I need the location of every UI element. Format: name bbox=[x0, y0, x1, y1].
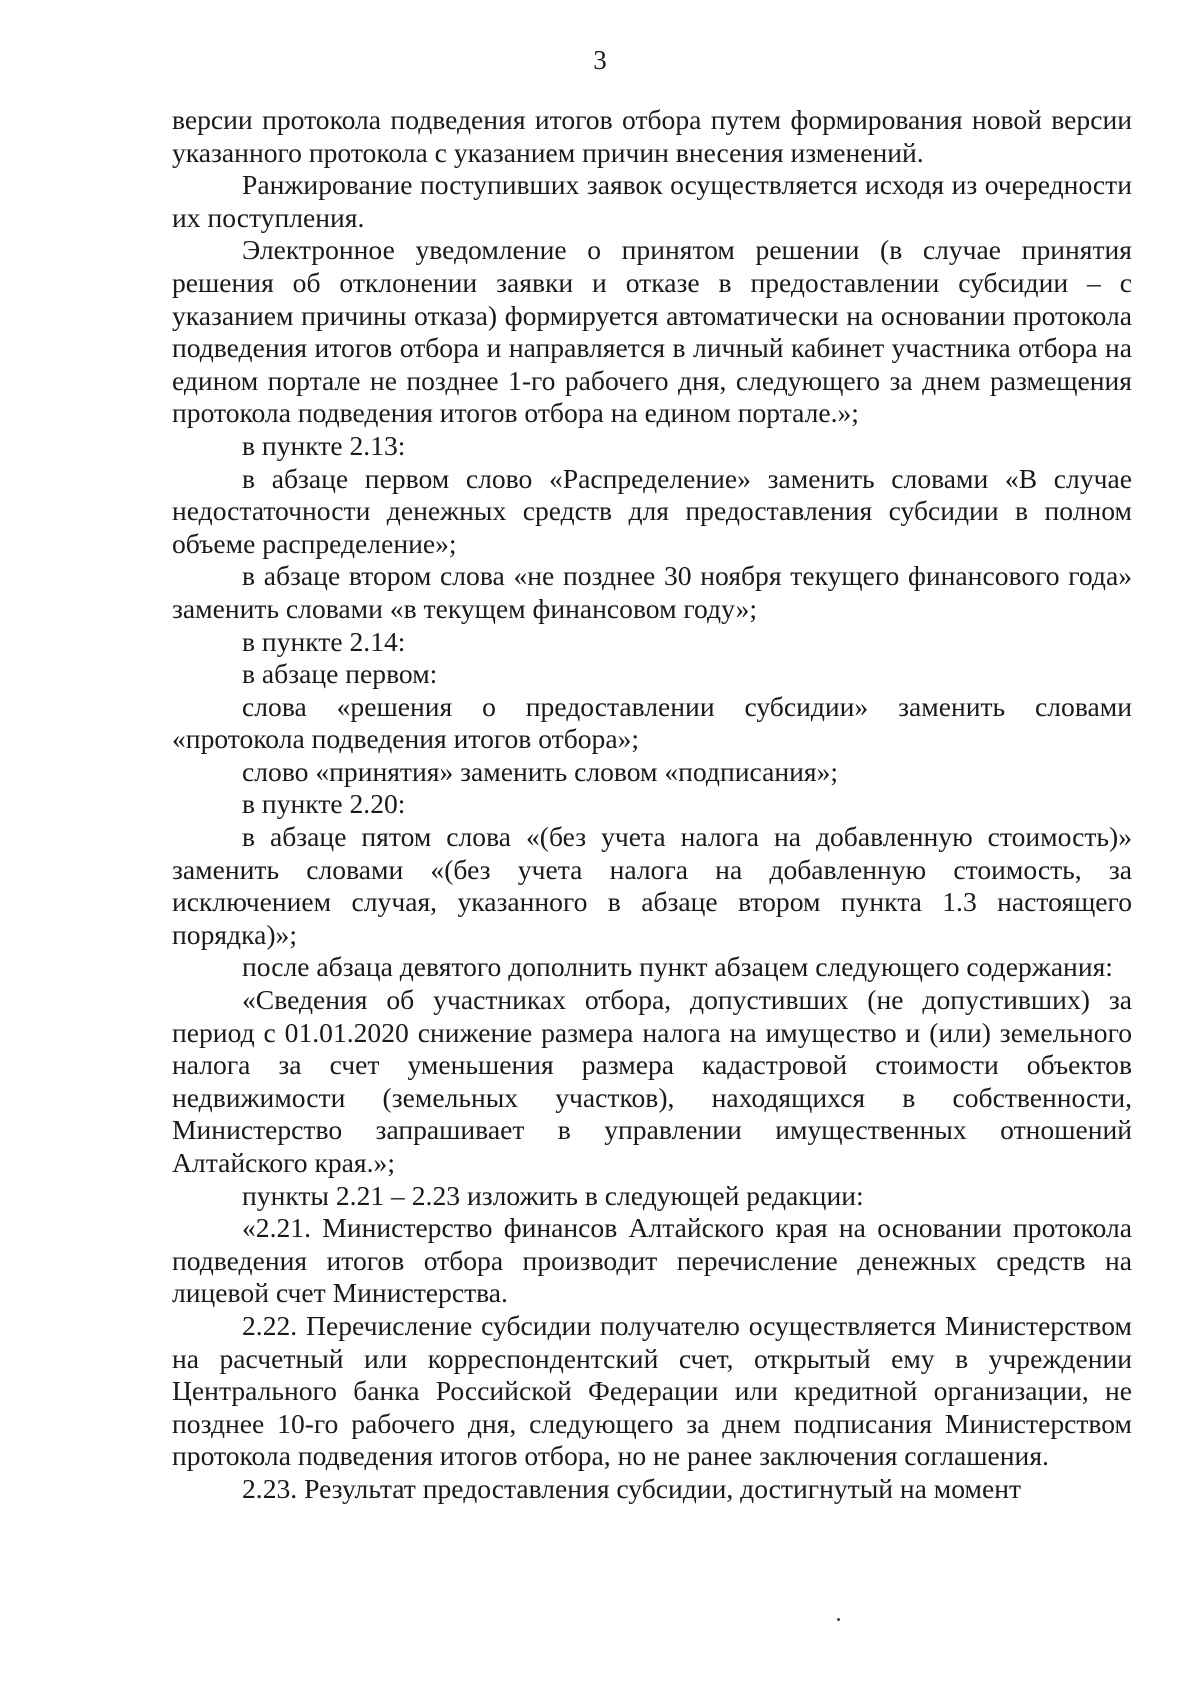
paragraph: в абзаце втором слова «не позднее 30 ноября текущего финансового года» заменить словами «в текущем финансовом году»; bbox=[172, 560, 1132, 624]
paragraph: Ранжирование поступивших заявок осуществляется исходя из очередности их поступления. bbox=[172, 169, 1132, 233]
paragraph: пункты 2.21 – 2.23 изложить в следующей редакции: bbox=[242, 1179, 864, 1211]
paragraph: «Сведения об участниках отбора, допустивших (не допустивших) за период с 01.01.2020 снижение размера налога на имущество и (или) земельного налога за счет уменьшения размера кадастровой стоимости объектов недвижимости (земельных участков), находящихся в собственности, Министерство запрашивает в управлении имущественных отношений Алтайского края.»; bbox=[172, 984, 1132, 1178]
paragraph: в пункте 2.20: bbox=[242, 788, 406, 820]
document-body bbox=[172, 104, 1132, 1506]
paragraph: в пункте 2.13: bbox=[242, 429, 406, 461]
paragraph: в пункте 2.14: bbox=[242, 625, 406, 657]
paragraph: слово «принятия» заменить словом «подписания»; bbox=[242, 755, 839, 787]
paragraph: 2.22. Перечисление субсидии получателю осуществляется Министерством на расчетный или корреспондентский счет, открытый ему в учреждении Центрального банка Российской Федерации или кредитной организации, не позднее 10-го рабочего дня, следующего за днем подписания Министерством протокола подведения итогов отбора, но не ранее заключения соглашения. bbox=[172, 1309, 1132, 1472]
paragraph: версии протокола подведения итогов отбора путем формирования новой версии указанного протокола с указанием причин внесения изменений. bbox=[172, 104, 1132, 168]
page-number: 3 bbox=[593, 45, 607, 75]
scan-speck bbox=[837, 1618, 840, 1621]
paragraph: 2.23. Результат предоставления субсидии, достигнутый на момент bbox=[242, 1472, 1022, 1504]
paragraph: слова «решения о предоставлении субсидии» заменить словами «протокола подведения итогов отбора»; bbox=[172, 690, 1132, 755]
paragraph: после абзаца девятого дополнить пункт абзацем следующего содержания: bbox=[242, 951, 1113, 983]
paragraph: «2.21. Министерство финансов Алтайского края на основании протокола подведения итогов отбора производит перечисление денежных средств на лицевой счет Министерства. bbox=[172, 1212, 1132, 1309]
paragraph: в абзаце пятом слова «(без учета налога на добавленную стоимость)» заменить словами «(без учета налога на добавленную стоимость, за исключением случая, указанного в абзаце втором пункта 1.3 настоящего порядка)»; bbox=[172, 821, 1132, 950]
paragraph: в абзаце первом: bbox=[242, 658, 438, 690]
paragraph: в абзаце первом слово «Распределение» заменить словами «В случае недостаточности денежных средств для предоставления субсидии в полном объеме распределение»; bbox=[172, 462, 1132, 559]
paragraph: Электронное уведомление о принятом решении (в случае принятия решения об отклонении заявки и отказе в предоставлении субсидии – с указанием причины отказа) формируется автоматически на основании протокола подведения итогов отбора и направляется в личный кабинет участника отбора на едином портале не позднее 1-го рабочего дня, следующего за днем размещения протокола подведения итогов отбора на едином портале.»; bbox=[172, 234, 1132, 429]
